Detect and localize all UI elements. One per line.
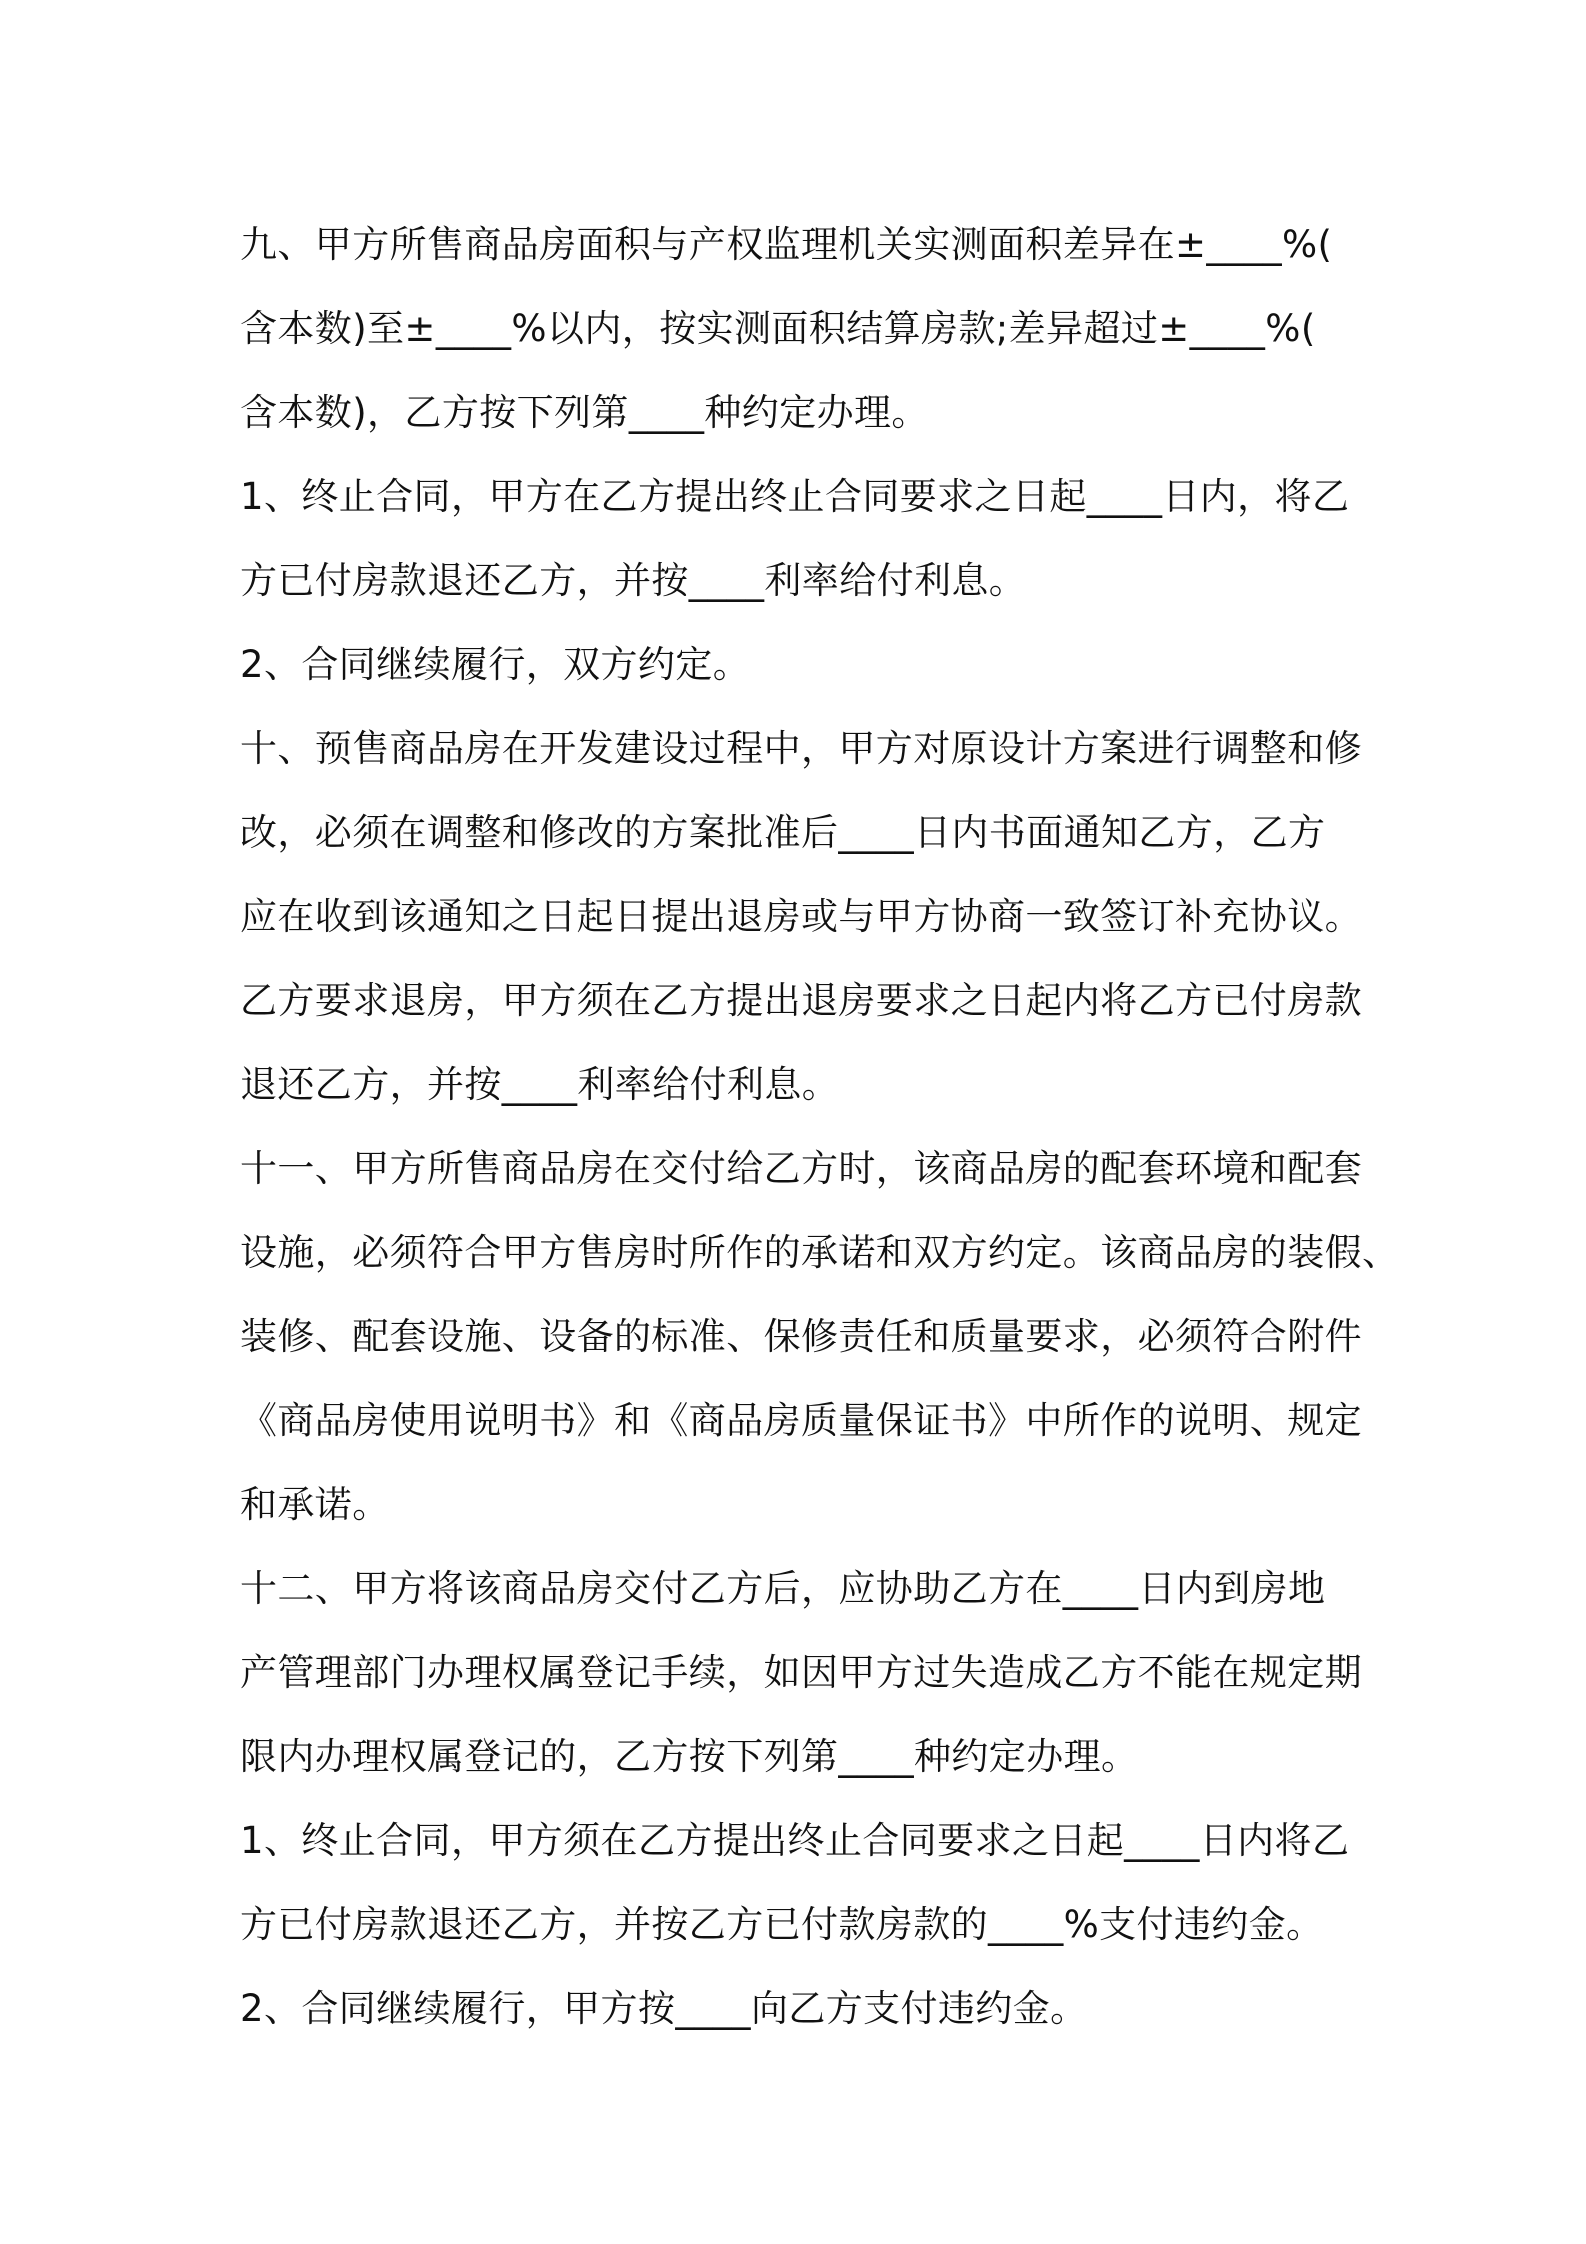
text-line: 含本数)，乙方按下列第____种约定办理。 <box>240 391 929 434</box>
text-line-clause-12-option-1: 1、终止合同，甲方须在乙方提出终止合同要求之日起____日内将乙 <box>240 1819 1350 1862</box>
text-line-clause-12: 十二、甲方将该商品房交付乙方后，应协助乙方在____日内到房地 <box>240 1567 1326 1610</box>
text-line: 退还乙方，并按____利率给付利息。 <box>240 1063 840 1106</box>
text-line-clause-9-option-2: 2、合同继续履行，双方约定。 <box>240 643 751 686</box>
text-line: 方已付房款退还乙方，并按____利率给付利息。 <box>240 559 1027 602</box>
text-line: 设施，必须符合甲方售房时所作的承诺和双方约定。该商品房的装假、 <box>240 1231 1400 1274</box>
text-line: 限内办理权属登记的，乙方按下列第____种约定办理。 <box>240 1735 1139 1778</box>
text-line: 乙方要求退房，甲方须在乙方提出退房要求之日起内将乙方已付房款 <box>240 979 1362 1022</box>
text-line: 《商品房使用说明书》和《商品房质量保证书》中所作的说明、规定 <box>240 1399 1362 1442</box>
text-line: 和承诺。 <box>240 1483 390 1526</box>
contract-text-body <box>240 203 1400 2051</box>
text-line-clause-9: 九、甲方所售商品房面积与产权监理机关实测面积差异在±____%( <box>240 223 1333 266</box>
text-line: 应在收到该通知之日起日提出退房或与甲方协商一致签订补充协议。 <box>240 895 1362 938</box>
text-line: 产管理部门办理权属登记手续，如因甲方过失造成乙方不能在规定期 <box>240 1651 1362 1694</box>
text-line: 方已付房款退还乙方，并按乙方已付款房款的____%支付违约金。 <box>240 1903 1324 1946</box>
text-line: 装修、配套设施、设备的标准、保修责任和质量要求，必须符合附件 <box>240 1315 1362 1358</box>
text-line-clause-9-option-1: 1、终止合同，甲方在乙方提出终止合同要求之日起____日内，将乙 <box>240 475 1350 518</box>
text-line-clause-10: 十、预售商品房在开发建设过程中，甲方对原设计方案进行调整和修 <box>240 727 1362 770</box>
text-line: 改，必须在调整和修改的方案批准后____日内书面通知乙方，乙方 <box>240 811 1326 854</box>
text-line-clause-11: 十一、甲方所售商品房在交付给乙方时，该商品房的配套环境和配套 <box>240 1147 1362 1190</box>
text-line: 含本数)至±____%以内，按实测面积结算房款;差异超过±____%( <box>240 307 1316 350</box>
text-line-clause-12-option-2: 2、合同继续履行，甲方按____向乙方支付违约金。 <box>240 1987 1088 2030</box>
